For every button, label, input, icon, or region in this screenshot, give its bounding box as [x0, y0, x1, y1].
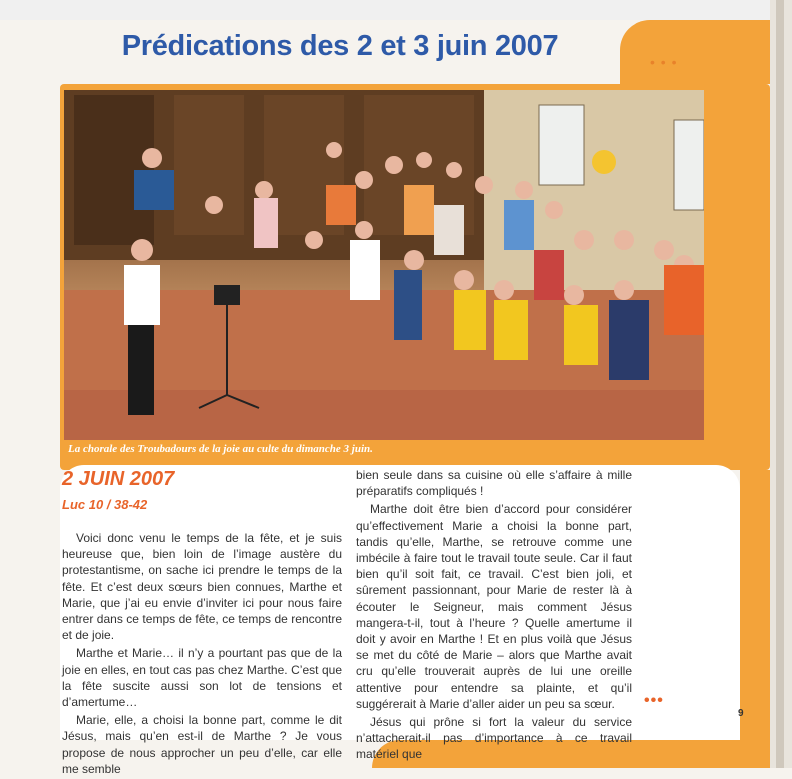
orange-tab-top [620, 20, 770, 84]
sermon-date-heading: 2 JUIN 2007 [62, 468, 175, 490]
paragraph: Marthe doit être bien d’accord pour considérer qu’effectivement Marie a choisi la bonne part, tandis qu’elle, Marthe, se retrouve comme une imbécile à faire tout le travail toute seule. Car il faut bien qu’il soit fait, ce travail. C’est bien joli, et sûrement passionnant, pour Marie de rester là à écouter le Seigneur, mais comment Jésus mangera-t-il, tout à l’heure ? Quelle amertume il doit y avoir en Marthe ! Et en plus voilà que Jésus se met du côté de Marie – alors que Marthe avait cru qu’elle trouverait auprès de lui une oreille attentive pour entendre sa plainte, et qu’il suggérerait à Marie d’aller aider un peu sa sœur. [356, 502, 632, 711]
page-number: 9 [738, 708, 744, 719]
paragraph: Marthe et Marie… il n’y a pourtant pas que de la joie en elles, en tout cas pas chez Marthe. C’est que la fête suscite aussi son lot de tensions et d’amertume… [62, 646, 342, 710]
orange-side-band [740, 470, 770, 768]
paragraph: Voici donc venu le temps de la fête, et je suis heureuse que, bien loin de l’image austère du protestantisme, on sache ici prendre le temps de la fête. Et c’est deux sœurs bien connues, Marthe et Marie, que j’ai eu envie d’inviter ici pour nous faire entrer dans ce temps de fête, ce temps de rencontre et de joie. [62, 531, 342, 643]
paragraph: Marie, elle, a choisi la bonne part, comme le dit Jésus, mais qu’en est-il de Marthe ? Je vous propose de nous approcher un peu d’elle, car elle me semble [62, 713, 342, 776]
page-title: Prédications des 2 et 3 juin 2007 [121, 30, 559, 62]
choir-photo [64, 90, 704, 440]
decorative-dots: • • • [650, 54, 678, 70]
article-column-2 [356, 467, 632, 765]
paragraph: bien seule dans sa cuisine où elle s’affaire à mille préparatifs compliqués ! [356, 468, 632, 499]
binding-spine [776, 0, 784, 768]
continue-dots: ••• [644, 692, 664, 709]
bible-reference: Luc 10 / 38-42 [62, 497, 148, 512]
choir-photo-illustration [64, 90, 704, 440]
paragraph: Jésus qui prône si fort la valeur du service n’attacherait-il pas d’importance à ce travail matériel que [356, 715, 632, 762]
article-column-1 [62, 530, 342, 779]
photo-caption: La chorale des Troubadours de la joie au culte du dimanche 3 juin. [68, 443, 373, 455]
page-top-margin [0, 0, 792, 20]
